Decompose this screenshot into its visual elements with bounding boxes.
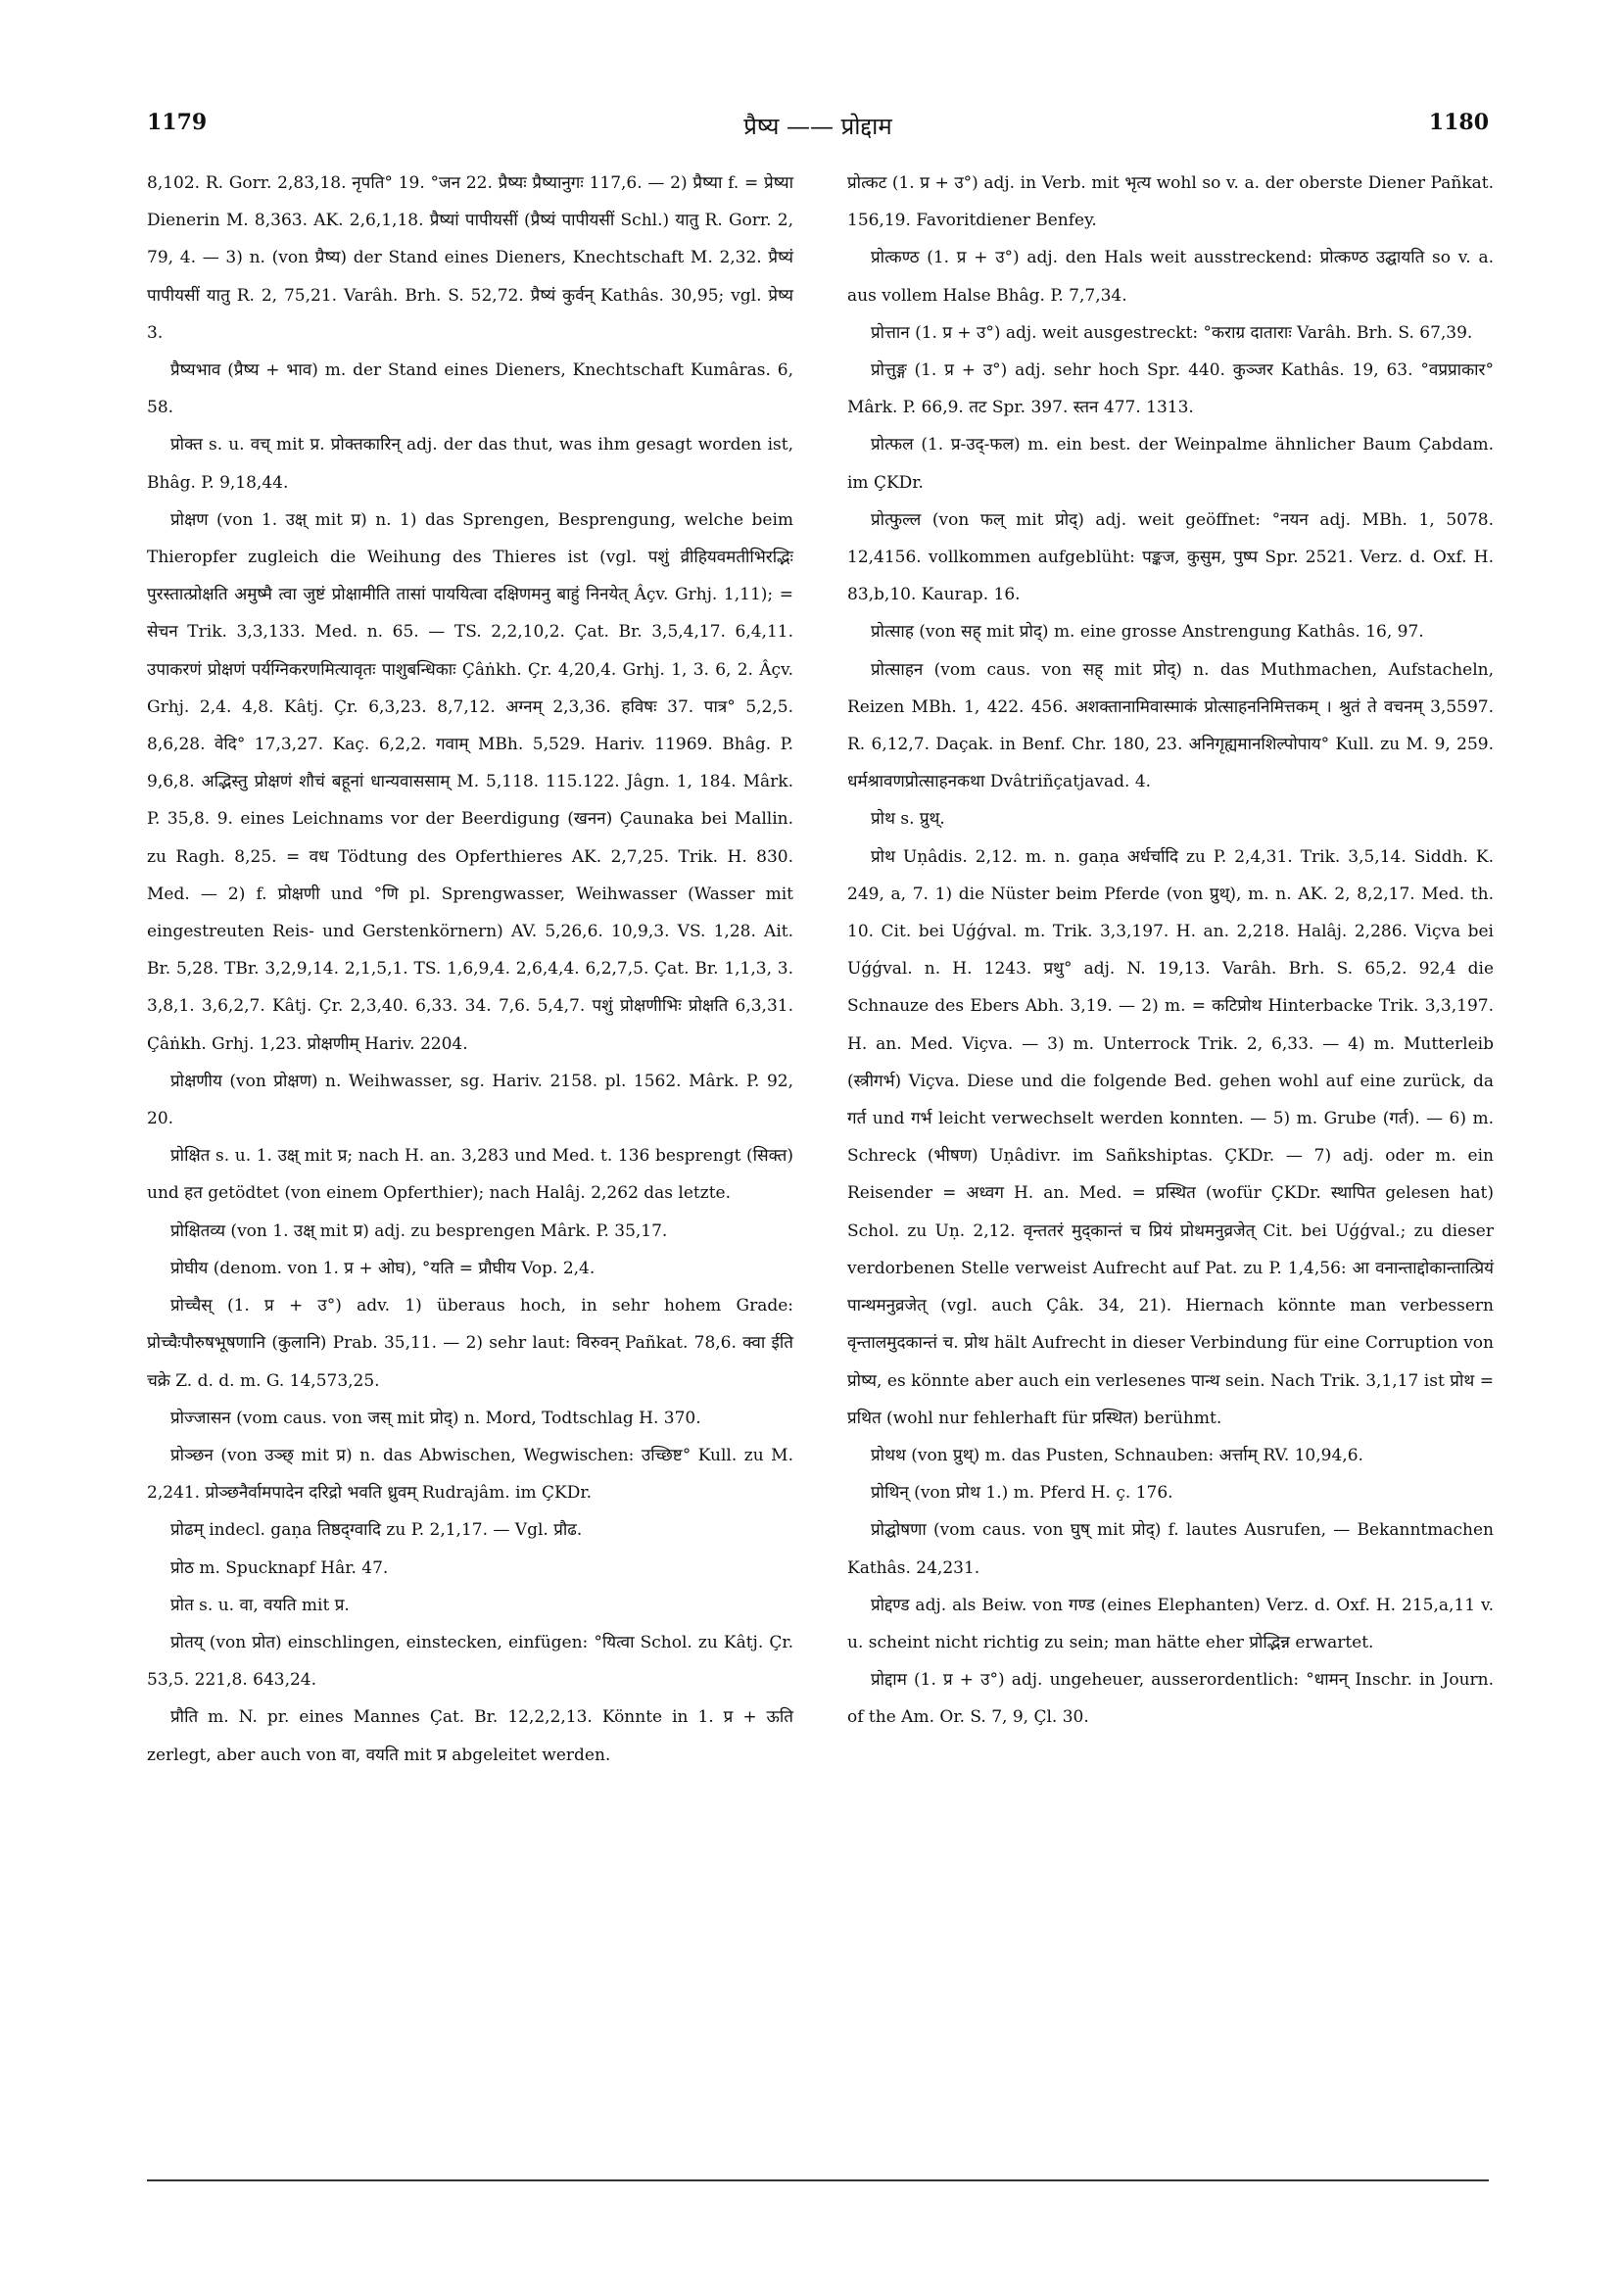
- dictionary-entry: प्रोत्कट (1. प्र + उ°) adj. in Verb. mit भृत्य wohl so v. a. der oberste Diener Pañkat. 156,19. Favoritdiener Benfey.: [847, 173, 1494, 231]
- dictionary-entry: 8,102. R. Gorr. 2,83,18. नृपति° 19. °जन 22. प्रैष्यः प्रैष्यानुगः 117,6. — 2) प्रैष्या f. = प्रेष्या Dienerin M. 8,363. AK. 2,6,1,18. प्रैष्यां पापीयसीं (प्रैष्यं पापीयसीं Schl.) यातु R. Gorr. 2, 79, 4. — 3) n. (von प्रैष्य) der Stand eines Dieners, Knechtschaft M. 2,32. प्रैष्यं पापीयसीं यातु R. 2, 75,21. Varâh. Brh. S. 52,72. प्रैष्यं कुर्वन् Kathâs. 30,95; vgl. प्रेष्य 3.: [147, 173, 793, 343]
- dictionary-entry: प्रोञ्छन (von उञ्छ् mit प्र) n. das Abwischen, Wegwischen: उच्छिष्ट° Kull. zu M. 2,241. प्रोञ्छनैर्वामपादेन दरिद्रो भवति ध्रुवम् Rudrajâm. im ÇKDr.: [147, 1445, 793, 1504]
- dictionary-entry: प्रोघीय (denom. von 1. प्र + ओघ), °यति = प्रौघीय Vop. 2,4.: [170, 1258, 596, 1278]
- dictionary-entry: प्रोत्साह (von सह् mit प्रोद्) m. eine grosse Anstrengung Kathâs. 16, 97.: [871, 622, 1424, 643]
- page-header: [147, 110, 1489, 149]
- dictionary-entry: प्रोठ m. Spucknapf Hâr. 47.: [170, 1557, 389, 1578]
- dictionary-entry: प्रोत्साहन (vom caus. von सह् mit प्रोद्) n. das Muthmachen, Aufstacheln, Reizen MBh. 1, 422. 456. अशक्तानामिवास्माकं प्रोत्साहननिमित्तकम् । श्रुतं ते वचनम् 3,5597. R. 6,12,7. Daçak. in Benf. Chr. 180, 23. अनिगृह्यमानशिल्पोपाय° Kull. zu M. 9, 259. धर्मश्रावणप्रोत्साहनकथा Dvâtriñçatjavad. 4.: [847, 659, 1494, 792]
- dictionary-entry: प्रोत्फुल्ल (von फल् mit प्रोद्) adj. weit geöffnet: °नयन adj. MBh. 1, 5078. 12,4156. vollkommen aufgeblüht: पङ्कज, कुसुम, पुष्प Spr. 2521. Verz. d. Oxf. H. 83,b,10. Kaurap. 16.: [847, 509, 1494, 605]
- bottom-rule: [147, 2179, 1489, 2181]
- dictionary-entry: प्रोद्दण्ड adj. als Beiw. von गण्ड (eines Elephanten) Verz. d. Oxf. H. 215,a,11 v. u. scheint nicht richtig zu sein; man hätte eher प्रोद्भिन्न erwartet.: [847, 1595, 1494, 1652]
- dictionary-entry: प्रोक्त s. u. वच् mit प्र. प्रोक्तकारिन् adj. der das thut, was ihm gesagt worden ist, Bhâg. P. 9,18,44.: [147, 435, 793, 493]
- dictionary-entry: प्रोथ s. प्रुथ्.: [871, 809, 945, 830]
- dictionary-entry: प्रोथिन् (von प्रोथ 1.) m. Pferd H. ç. 176.: [871, 1483, 1173, 1504]
- dictionary-entry: प्रोज्जासन (vom caus. von जस् mit प्रोद्) n. Mord, Todtschlag H. 370.: [170, 1408, 701, 1428]
- dictionary-entry: प्रोढम् indecl. gaṇa तिष्ठद्ग्वादि zu P. 2,1,17. — Vgl. प्रौढ.: [170, 1520, 583, 1541]
- dictionary-entry: प्रोद्घोषणा (vom caus. von घुष् mit प्रोद्) f. lautes Ausrufen, — Bekanntmachen Kathâs. 24,231.: [847, 1520, 1494, 1578]
- dictionary-entry: प्रोच्चैस् (1. प्र + उ°) adv. 1) überaus hoch, in sehr hohem Grade: प्रोच्चैःपौरुषभूषणानि (कुलानि) Prab. 35,11. — 2) sehr laut: विरुवन् Pañkat. 78,6. क्वा ईति चक्रे Z. d. d. m. G. 14,573,25.: [147, 1296, 793, 1391]
- dictionary-entry: प्रौति m. N. pr. eines Mannes Çat. Br. 12,2,2,13. Könnte in 1. प्र + ऊति zerlegt, aber auch von वा, वयति mit प्र abgeleitet werden.: [147, 1707, 793, 1765]
- dictionary-entry: प्रैष्यभाव (प्रैष्य + भाव) m. der Stand eines Dieners, Knechtschaft Kumâras. 6, 58.: [147, 360, 793, 418]
- dictionary-entry: प्रोत्तान (1. प्र + उ°) adj. weit ausgestreckt: °कराग्र दाताराः Varâh. Brh. S. 67,39.: [871, 322, 1473, 343]
- running-title: प्रैष्य —— प्रोद्दाम: [743, 113, 892, 140]
- dictionary-entry: प्रोक्षण (von 1. उक्ष् mit प्र) n. 1) das Sprengen, Besprengung, welche beim Thieropfer zugleich die Weihung des Thieres ist (vgl. पशुं व्रीहियवमतीभिरद्भिः पुरस्तात्प्रोक्षति अमुष्मै त्वा जुष्टं प्रोक्षामीति तासां पाययित्वा दक्षिणमनु बाहुं निनयेत् Âçv. Grhj. 1,11); = सेचन Trik. 3,3,133. Med. n. 65. — TS. 2,2,10,2. Çat. Br. 3,5,4,17. 6,4,11. उपाकरणं प्रोक्षणं पर्यग्निकरणमित्यावृतः पाशुबन्धिकाः Çâṅkh. Çr. 4,20,4. Grhj. 1, 3. 6, 2. Âçv. Grhj. 2,4. 4,8. Kâtj. Çr. 6,3,23. 8,7,12. अग्नम् 2,3,36. हविषः 37. पात्र° 5,2,5. 8,6,28. वेदि° 17,3,27. Kaç. 6,2,2. गवाम् MBh. 5,529. Hariv. 11969. Bhâg. P. 9,6,8. अद्भिस्तु प्रोक्षणं शौचं बहूनां धान्यवाससाम् M. 5,118. 115.122. Jâgn. 1, 184. Mârk. P. 35,8. 9. eines Leichnams vor der Beerdigung (खनन) Çaunaka bei Mallin. zu Ragh. 8,25. = वध Tödtung des Opferthieres AK. 2,7,25. Trik. H. 830. Med. — 2) f. प्रोक्षणी und °णि pl. Sprengwasser, Weihwasser (Wasser mit eingestreuten Reis- und Gerstenkörnern) AV. 5,26,6. 10,9,3. VS. 1,28. Ait. Br. 5,28. TBr. 3,2,9,14. 2,1,5,1. TS. 1,6,9,4. 2,6,4,4. 6,2,7,5. Çat. Br. 1,1,3, 3. 3,8,1. 3,6,2,7. Kâtj. Çr. 2,3,40. 6,33. 34. 7,6. 5,4,7. पशुं प्रोक्षणीभिः प्रोक्षति 6,3,31. Çâṅkh. Grhj. 1,23. प्रोक्षणीम् Hariv. 2204.: [147, 509, 793, 1054]
- dictionary-columns: [147, 165, 1494, 2124]
- dictionary-entry: प्रोक्षितव्य (von 1. उक्ष् mit प्र) adj. zu besprengen Mârk. P. 35,17.: [170, 1220, 668, 1241]
- dictionary-entry: प्रोत्कण्ठ (1. प्र + उ°) adj. den Hals weit ausstreckend: प्रोत्कण्ठ उद्घायति so v. a. aus vollem Halse Bhâg. P. 7,7,34.: [847, 248, 1494, 306]
- left-column: [147, 165, 793, 2124]
- dictionary-entry: प्रोत्तुङ्ग (1. प्र + उ°) adj. sehr hoch Spr. 440. कुञ्जर Kathâs. 19, 63. °वप्रप्राकार° Mârk. P. 66,9. तट Spr. 397. स्तन 477. 1313.: [847, 360, 1494, 418]
- page-number-left: 1179: [147, 110, 208, 135]
- dictionary-entry: प्रोत s. u. वा, वयति mit प्र.: [170, 1595, 350, 1615]
- dictionary-entry: प्रोथ Uṇâdis. 2,12. m. n. gaṇa अर्धर्चादि zu P. 2,4,31. Trik. 3,5,14. Siddh. K. 249, a, 7. 1) die Nüster beim Pferde (von प्रुथ्), m. n. AK. 2, 8,2,17. Med. th. 10. Cit. bei Uǵǵval. m. Trik. 3,3,197. H. an. 2,218. Halâj. 2,286. Viçva bei Uǵǵval. n. H. 1243. प्रथु° adj. N. 19,13. Varâh. Brh. S. 65,2. 92,4 die Schnauze des Ebers Abh. 3,19. — 2) m. = कटिप्रोथ Hinterbacke Trik. 3,3,197. H. an. Med. Viçva. — 3) m. Unterrock Trik. 2, 6,33. — 4) m. Mutterleib (स्त्रीगर्भ) Viçva. Diese und die folgende Bed. gehen wohl auf eine zurück, da गर्त und गर्भ leicht verwechselt werden konnten. — 5) m. Grube (गर्त). — 6) m. Schreck (भीषण) Uṇâdivr. im Sañkshiptas. ÇKDr. — 7) adj. oder m. ein Reisender = अध्वग H. an. Med. = प्रस्थित (wofür ÇKDr. स्थापित gelesen hat) Schol. zu Uṇ. 2,12. वृन्ततरं मुद्कान्तं च प्रियं प्रोथमनुव्रजेत् Cit. bei Uǵǵval.; zu dieser verdorbenen Stelle verweist Aufrecht auf Pat. zu P. 1,4,56: आ वनान्ताद्दोकान्तात्प्रियं पान्थमनुव्रजेत् (vgl. auch Çâk. 34, 21). Hiernach könnte man verbessern वृन्तालमुदकान्तं च. प्रोथ hält Aufrecht in dieser Verbindung für eine Corruption von प्रोष्य, es könnte aber auch ein verlesenes पान्थ sein. Nach Trik. 3,1,17 ist प्रोथ = प्रथित (wohl nur fehlerhaft für प्रस्थित) berühmt.: [847, 846, 1494, 1428]
- dictionary-entry: प्रोथथ (von प्रुथ्) m. das Pusten, Schnauben: अर्त्ताम् RV. 10,94,6.: [871, 1445, 1363, 1465]
- dictionary-entry: प्रोक्षणीय (von प्रोक्षण) n. Weihwasser, sg. Hariv. 2158. pl. 1562. Mârk. P. 92, 20.: [147, 1071, 793, 1129]
- dictionary-entry: प्रोक्षित s. u. 1. उक्ष् mit प्र; nach H. an. 3,283 und Med. t. 136 besprengt (सिक्त) und हत getödtet (von einem Opferthier); nach Halâj. 2,262 das letzte.: [147, 1146, 793, 1204]
- dictionary-entry: प्रोतय् (von प्रोत) einschlingen, einstecken, einfügen: °यित्वा Schol. zu Kâtj. Çr. 53,5. 221,8. 643,24.: [147, 1632, 793, 1691]
- dictionary-entry: प्रोद्दाम (1. प्र + उ°) adj. ungeheuer, ausserordentlich: °धामन् Inschr. in Journ. of the Am. Or. S. 7, 9, Çl. 30.: [847, 1670, 1494, 1728]
- dictionary-entry: प्रोत्फल (1. प्र-उद्-फल) m. ein best. der Weinpalme ähnlicher Baum Çabdam. im ÇKDr.: [847, 435, 1494, 493]
- page-number-right: 1180: [1428, 110, 1489, 135]
- right-column: [847, 165, 1494, 2124]
